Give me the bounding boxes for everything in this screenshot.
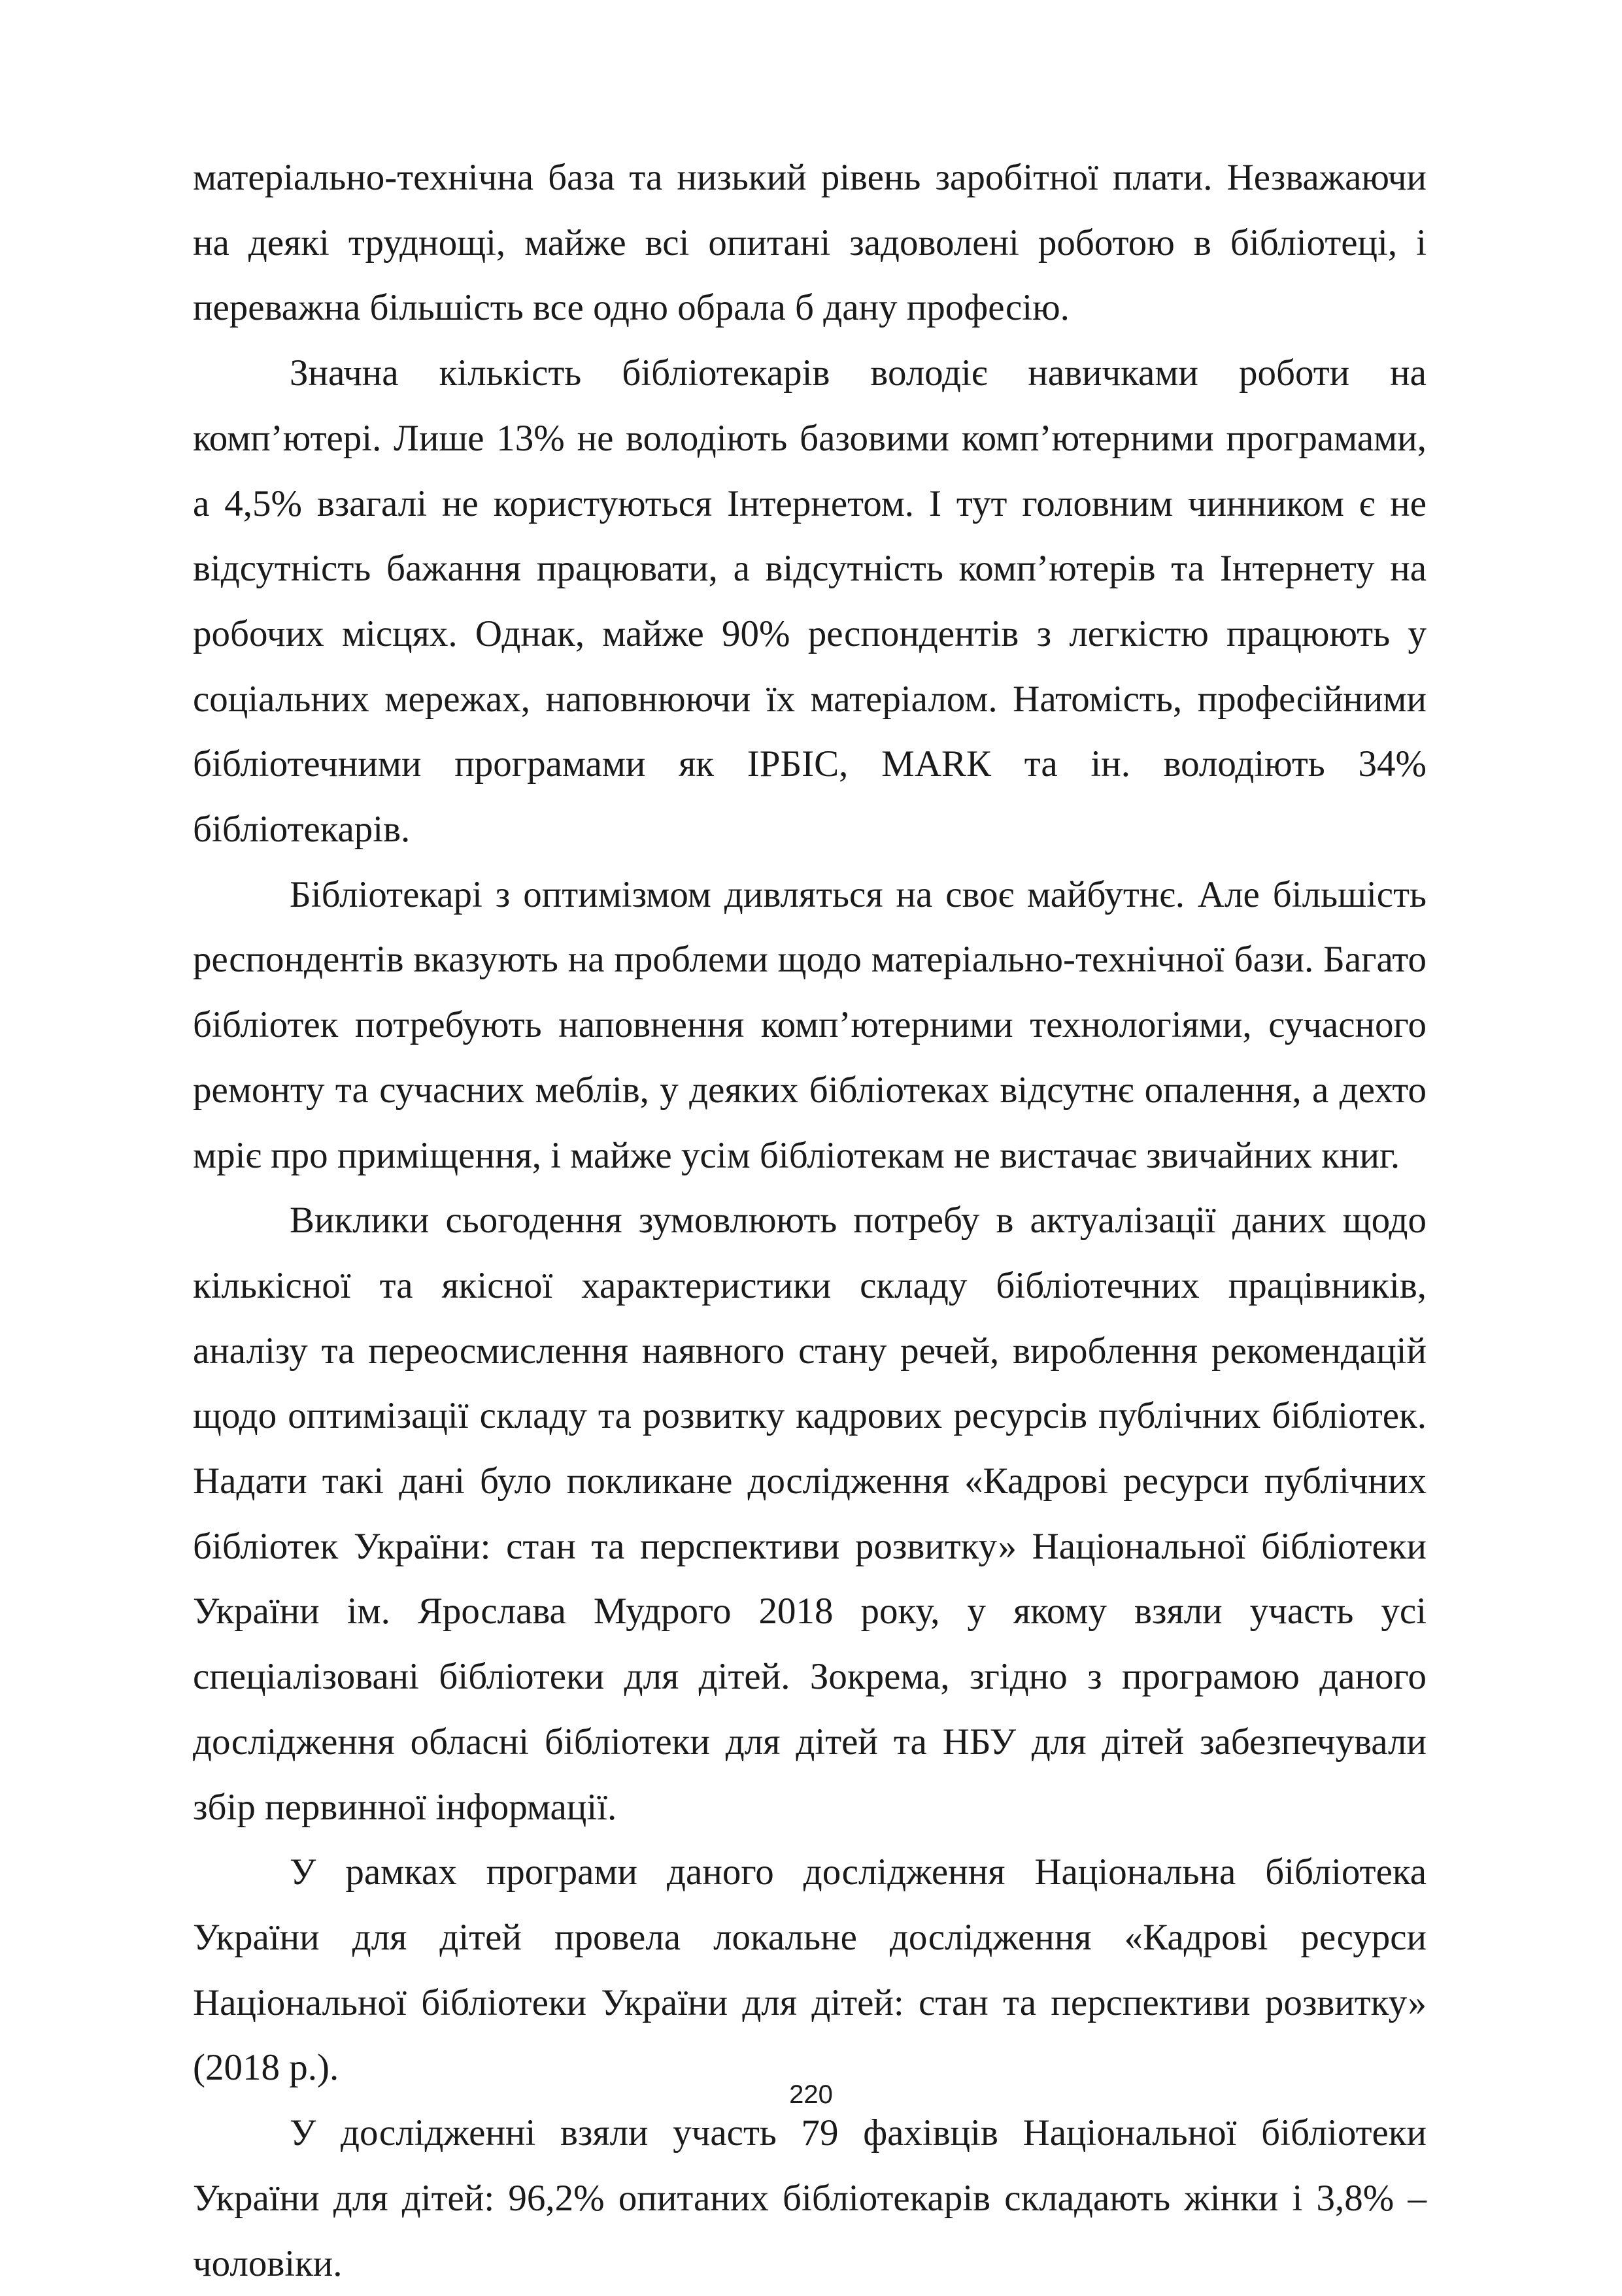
paragraph-participants: У дослідженні взяли участь 79 фахівців Національної бібліотеки України для дітей: 96,2% опитаних бібліотекарів складають жінки і 3,8% – чоловіки. <box>193 2112 1427 2284</box>
paragraph-local-study: У рамках програми даного дослідження Національна бібліотека України для дітей провела локальне дослідження «Кадрові ресурси Національної бібліотеки України для дітей: стан та перспективи розвитку» (2018 р.). <box>193 1851 1427 2089</box>
paragraph-continuation: матеріально-технічна база та низький рівень заробітної плати. Незважаючи на деякі труднощі, майже всі опитані задоволені роботою в бібліотеці, і переважна більшість все одно обрала б дану професію. <box>193 157 1427 329</box>
paragraph-optimism: Бібліотекарі з оптимізмом дивляться на своє майбутнє. Але більшість респондентів вказують на проблеми щодо матеріально-технічної бази. Багато бібліотек потребують наповнення комп’ютерними технологіями, сучасного ремонту та сучасних меблів, у деяких бібліотеках відсутнє опалення, а дехто мріє про приміщення, і майже усім бібліотекам не вистачає звичайних книг. <box>193 873 1427 1176</box>
page-number: 220 <box>789 2080 833 2109</box>
paragraph-computer-skills: Значна кількість бібліотекарів володіє навичками роботи на комп’ютері. Лише 13% не володіють базовими комп’ютерними програмами, а 4,5% взагалі не користуються Інтернетом. І тут головним чинником є не відсутність бажання працювати, а відсутність комп’ютерів та Інтернету на робочих місцях. Однак, майже 90% респондентів з легкістю працюють у соціальних мережах, наповнюючи їх матеріалом. Натомість, професійними бібліотечними програмами як ІРБІС, МАRК та ін. володіють 34% бібліотекарів. <box>193 352 1427 851</box>
body-text <box>193 145 1427 2296</box>
paragraph-challenges: Виклики сьогодення зумовлюють потребу в актуалізації даних щодо кількісної та якісної характеристики складу бібліотечних працівників, аналізу та переосмислення наявного стану речей, вироблення рекомендацій щодо оптимізації складу та розвитку кадрових ресурсів публічних бібліотек. Надати такі дані було покликане дослідження «Кадрові ресурси публічних бібліотек України: стан та перспективи розвитку» Національної бібліотеки України ім. Ярослава Мудрого 2018 року, у якому взяли участь усі спеціалізовані бібліотеки для дітей. Зокрема, згідно з програмою даного дослідження обласні бібліотеки для дітей та НБУ для дітей забезпечували збір первинної інформації. <box>193 1200 1427 1828</box>
